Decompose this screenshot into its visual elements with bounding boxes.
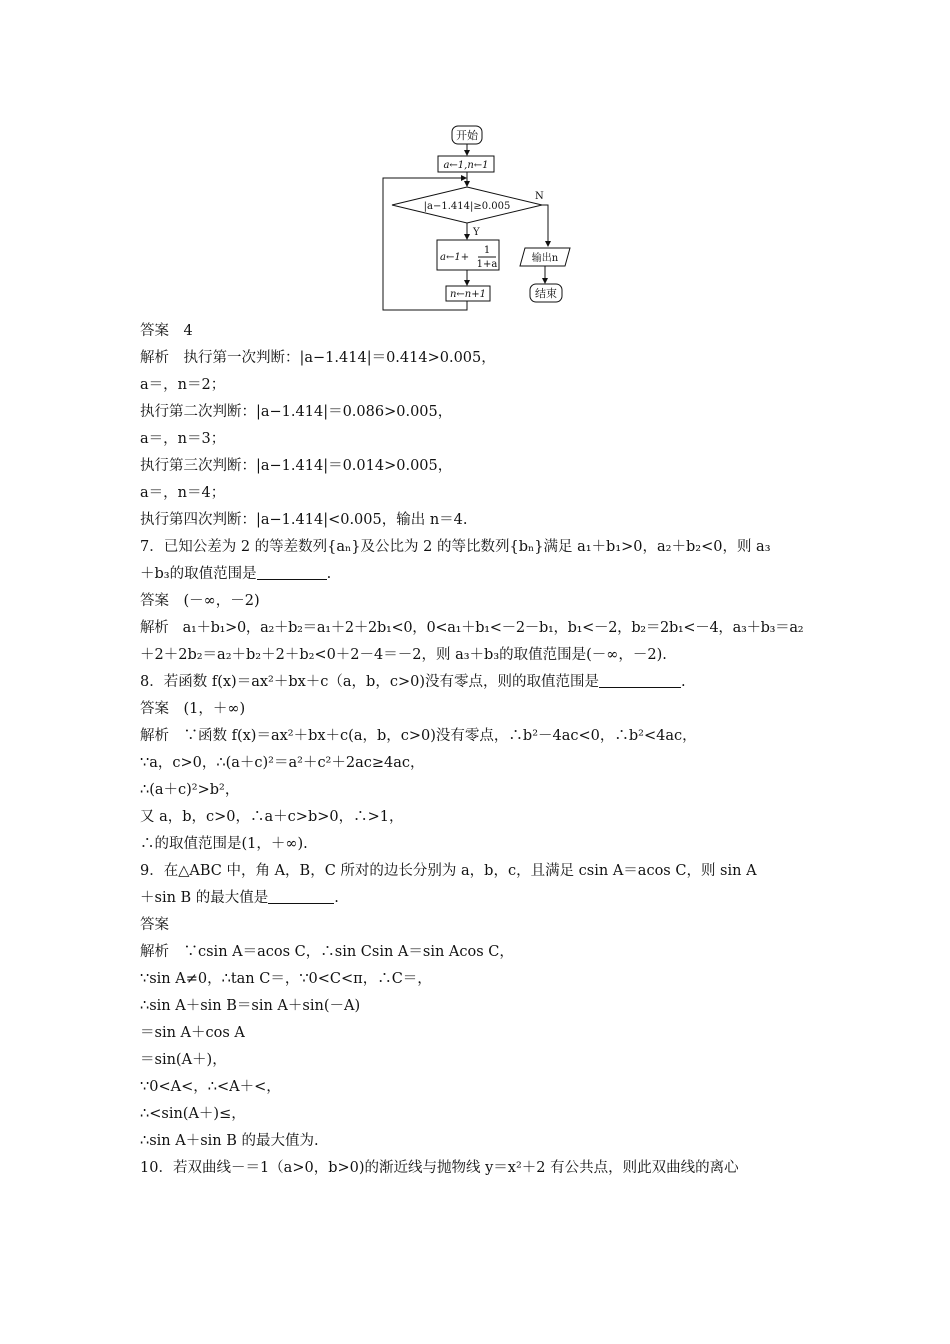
analysis-7-line2: ＋2＋2b₂＝a₂＋b₂＋2＋b₂<0＋2－4＝－2，则 a₃＋b₃的取值范围是(－∞，－2).	[140, 647, 667, 663]
analysis-6-line6: a＝，n＝4；	[140, 485, 226, 501]
analysis-6-line1: 解析 执行第一次判断：|a−1.414|＝0.414>0.005，	[140, 350, 496, 366]
question-10: 10．若双曲线－＝1（a>0，b>0)的渐近线与抛物线 y＝x²＋2 有公共点，则此双曲线的离心	[140, 1160, 739, 1176]
analysis-6-line3: 执行第二次判断：|a−1.414|＝0.086>0.005，	[140, 404, 453, 420]
analysis-8-line1: 解析 ∵函数 f(x)＝ax²＋bx＋c(a，b，c>0)没有零点，∴b²－4ac<0，∴b²<4ac，	[140, 728, 697, 744]
analysis-8-line2: ∵a，c>0，∴(a＋c)²＝a²＋c²＋2ac≥4ac，	[140, 755, 425, 771]
analysis-9-line5: ＝sin(A＋)，	[140, 1052, 227, 1068]
solution-text	[140, 318, 820, 1182]
init-label: a←1,n←1	[443, 160, 489, 171]
answer-8: 答案 (1，＋∞)	[140, 701, 246, 717]
analysis-7-line1: 解析 a₁＋b₁>0，a₂＋b₂＝a₁＋2＋2b₁<0，0<a₁＋b₁<－2－b₁，b₁<－2，b₂＝2b₁<－4，a₃＋b₃＝a₂	[140, 620, 804, 636]
no-label: N	[535, 191, 544, 202]
analysis-8-line3: ∴(a＋c)²>b²，	[140, 782, 240, 798]
question-7-line1: 7．已知公差为 2 的等差数列{aₙ}及公比为 2 的等比数列{bₙ}满足 a₁＋b₁>0，a₂＋b₂<0，则 a₃	[140, 539, 771, 555]
assign-label: a←1+	[440, 252, 470, 263]
answer-6: 答案 4	[140, 323, 193, 339]
yes-label: Y	[473, 227, 480, 238]
analysis-9-line7: ∴<sin(A＋)≤，	[140, 1106, 246, 1122]
condition-label: |a−1.414|≥0.005	[423, 201, 511, 212]
assign-num: 1	[483, 245, 491, 256]
analysis-6-line4: a＝，n＝3；	[140, 431, 226, 447]
analysis-9-line8: ∴sin A＋sin B 的最大值为.	[140, 1133, 319, 1149]
assign-den: 1+a	[476, 259, 498, 270]
analysis-9-line1: 解析 ∵csin A＝acos C，∴sin Csin A＝sin Acos C，	[140, 944, 514, 960]
analysis-9-line3: ∴sin A＋sin B＝sin A＋sin(－A)	[140, 998, 361, 1014]
flowchart	[370, 120, 590, 315]
question-7-line2: ＋b₃的取值范围是 .	[140, 561, 820, 588]
analysis-8-line5: ∴的取值范围是(1，＋∞).	[140, 836, 308, 852]
question-9-line1: 9．在△ABC 中，角 A，B，C 所对的边长分别为 a，b，c，且满足 csin A＝acos C，则 sin A	[140, 863, 757, 879]
analysis-6-line5: 执行第三次判断：|a−1.414|＝0.014>0.005，	[140, 458, 453, 474]
start-label: 开始	[456, 129, 478, 142]
analysis-9-line2: ∵sin A≠0，∴tan C＝，∵0<C<π，∴C＝，	[140, 971, 432, 987]
analysis-9-line6: ∵0<A<，∴<A＋<，	[140, 1079, 281, 1095]
answer-7: 答案 (－∞，－2)	[140, 593, 260, 609]
analysis-9-line4: ＝sin A＋cos A	[140, 1025, 245, 1041]
output-label: 输出n	[531, 253, 559, 264]
question-9-line2: ＋sin B 的最大值是 .	[140, 885, 820, 912]
analysis-6-line2: a＝，n＝2；	[140, 377, 226, 393]
analysis-8-line4: 又 a，b，c>0，∴a＋c>b>0，∴>1，	[140, 809, 404, 825]
end-label: 结束	[535, 287, 557, 300]
analysis-6-line7: 执行第四次判断：|a−1.414|<0.005，输出 n＝4.	[140, 512, 468, 528]
answer-9: 答案	[140, 917, 169, 933]
increment-label: n←n+1	[449, 289, 487, 300]
question-8: 8．若函数 f(x)＝ax²＋bx＋c（a，b，c>0)没有零点，则的取值范围是 .	[140, 669, 820, 696]
